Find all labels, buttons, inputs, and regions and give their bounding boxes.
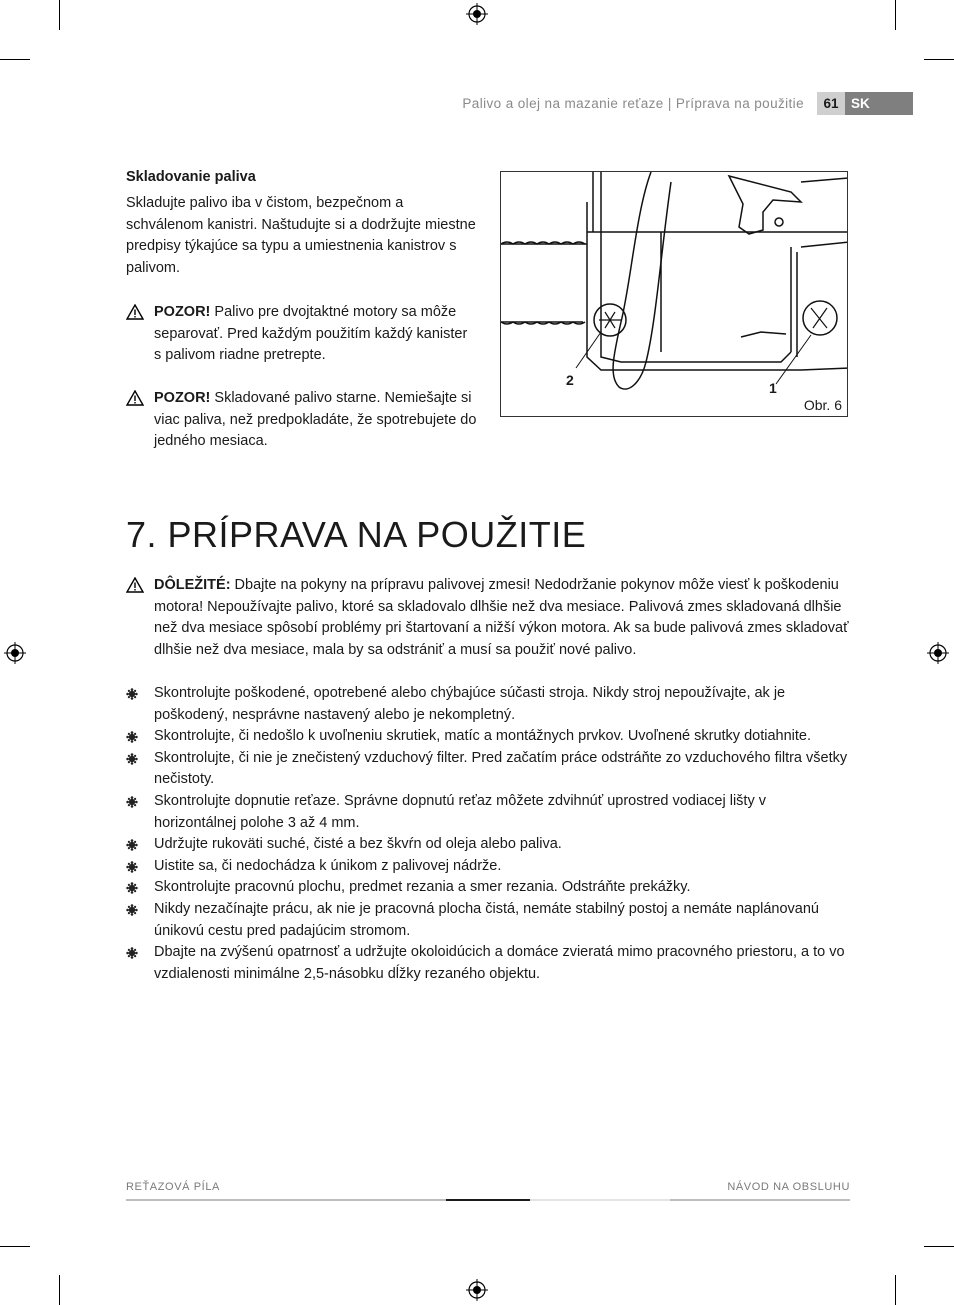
important-notice bbox=[126, 575, 850, 661]
footer-rule bbox=[530, 1199, 670, 1201]
crop-mark bbox=[924, 59, 954, 60]
bullet-icon bbox=[126, 688, 138, 700]
list-item bbox=[126, 791, 850, 834]
list-item bbox=[126, 899, 850, 942]
bullet-icon bbox=[126, 947, 138, 959]
list-item bbox=[126, 942, 850, 985]
warning-triangle-icon bbox=[126, 390, 144, 406]
list-item bbox=[126, 834, 850, 856]
fuel-storage-paragraph: Skladujte palivo iba v čistom, bezpečnom a schválenom kanistri. Naštudujte si a dodržujte miestne predpisy týkajúce sa typu a umiestnenia kanistrov s palivom. bbox=[126, 195, 476, 276]
page-number: 61 bbox=[817, 92, 845, 115]
list-item-text: Nikdy nezačínajte prácu, ak nie je pracovná plocha čistá, nemáte stabilný postoj a nemáte naplánovanú únikovú cestu pred padajúcim stromom. bbox=[154, 900, 819, 939]
bullet-icon bbox=[126, 731, 138, 743]
list-item bbox=[126, 683, 850, 726]
figure-chainsaw-caps bbox=[500, 171, 848, 417]
footer-rule bbox=[126, 1199, 446, 1201]
list-item-text: Dbajte na zvýšenú opatrnosť a udržujte okoloidúcich a domáce zvieratá mimo pracovného priestoru, a to vo vzdialenosti minimálne 2,5-násobku dĺžky rezaného objektu. bbox=[154, 944, 845, 982]
bullet-icon bbox=[126, 861, 138, 873]
figure-callout-1: 1 bbox=[769, 380, 777, 396]
important-label: DÔLEŽITÉ: bbox=[154, 577, 231, 593]
crop-mark bbox=[924, 1246, 954, 1247]
registration-mark-icon bbox=[466, 3, 488, 25]
bullet-icon bbox=[126, 753, 138, 765]
crop-mark bbox=[895, 0, 896, 30]
list-item bbox=[126, 856, 850, 878]
running-header-title: Palivo a olej na mazanie reťaze | Príprava na použitie bbox=[462, 96, 804, 111]
bullet-icon bbox=[126, 796, 138, 808]
crop-mark bbox=[895, 1275, 896, 1305]
crop-mark bbox=[59, 0, 60, 30]
crop-mark bbox=[0, 1246, 30, 1247]
important-text: Dbajte na pokyny na prípravu palivovej zmesi! Nedodržanie pokynov môže viesť k poškodeniu motora! Nepoužívajte palivo, ktoré sa skladovalo dlhšie než dva mesiace. Palivová zmes skladovaná dlhšie než dva mesiace spôsobí problémy pri štartovaní a nižší výkon motora. Ak sa bude palivová zmes skladovať dlhšie než dva mesiace, mala by sa odstrániť a musí sa použiť nové palivo. bbox=[154, 577, 849, 658]
list-item-text: Skontrolujte dopnutie reťaze. Správne dopnutú reťaz môžete zdvihnúť uprostred vodiacej lišty v horizontálnej polohe 3 až 4 mm. bbox=[154, 792, 766, 831]
crop-mark bbox=[59, 1275, 60, 1305]
footer-manual-label: NÁVOD NA OBSLUHU bbox=[727, 1181, 850, 1193]
warning-label: POZOR! bbox=[154, 304, 211, 320]
list-item-text: Udržujte rukoväti suché, čisté a bez škvŕn od oleja alebo paliva. bbox=[154, 836, 562, 853]
warning-label: POZOR! bbox=[154, 390, 211, 406]
bullet-icon bbox=[126, 904, 138, 916]
figure-caption: Obr. 6 bbox=[803, 397, 842, 413]
crop-mark bbox=[0, 59, 30, 60]
warning-block bbox=[126, 388, 478, 453]
figure-callout-2: 2 bbox=[566, 372, 574, 388]
bullet-icon bbox=[126, 839, 138, 851]
footer-rule bbox=[670, 1199, 850, 1201]
list-item bbox=[126, 877, 850, 899]
section-heading-fuel-storage: Skladovanie paliva bbox=[126, 169, 256, 185]
bullet-icon bbox=[126, 882, 138, 894]
footer-product-name: REŤAZOVÁ PÍLA bbox=[126, 1181, 220, 1193]
list-item-text: Skontrolujte pracovnú plochu, predmet rezania a smer rezania. Odstráňte prekážky. bbox=[154, 879, 691, 896]
list-item-text: Skontrolujte, či nie je znečistený vzduchový filter. Pred začatím práce odstráňte zo vzduchového filtra všetky nečistoty. bbox=[154, 749, 848, 788]
warning-block bbox=[126, 302, 478, 367]
language-tab: SK bbox=[845, 92, 913, 115]
preparation-checklist bbox=[126, 683, 850, 985]
list-item-text: Uistite sa, či nedochádza k únikom z palivovej nádrže. bbox=[154, 857, 502, 874]
warning-text: Palivo pre dvojtaktné motory sa môže separovať. Pred každým použitím každý kanister s palivom riadne pretrepte. bbox=[154, 304, 468, 364]
registration-mark-icon bbox=[466, 1279, 488, 1301]
list-item-text: Skontrolujte poškodené, opotrebené alebo chýbajúce súčasti stroja. Nikdy stroj nepoužívajte, ak je poškodený, nesprávne nastavený alebo je nekompletný. bbox=[154, 685, 786, 723]
list-item-text: Skontrolujte, či nedošlo k uvoľneniu skrutiek, matíc a montážnych prvkov. Uvoľnené skrutky dotiahnite. bbox=[154, 728, 811, 745]
chainsaw-illustration bbox=[501, 172, 848, 417]
registration-mark-icon bbox=[4, 642, 26, 664]
warning-triangle-icon bbox=[126, 577, 144, 593]
list-item bbox=[126, 726, 850, 748]
registration-mark-icon bbox=[927, 642, 949, 664]
chapter-heading: 7. PRÍPRAVA NA POUŽITIE bbox=[126, 514, 587, 555]
footer-rule bbox=[446, 1199, 530, 1201]
list-item bbox=[126, 748, 850, 791]
warning-text: Skladované palivo starne. Nemiešajte si viac paliva, než predpokladáte, že spotrebujete do jedného mesiaca. bbox=[154, 390, 477, 450]
warning-triangle-icon bbox=[126, 304, 144, 320]
